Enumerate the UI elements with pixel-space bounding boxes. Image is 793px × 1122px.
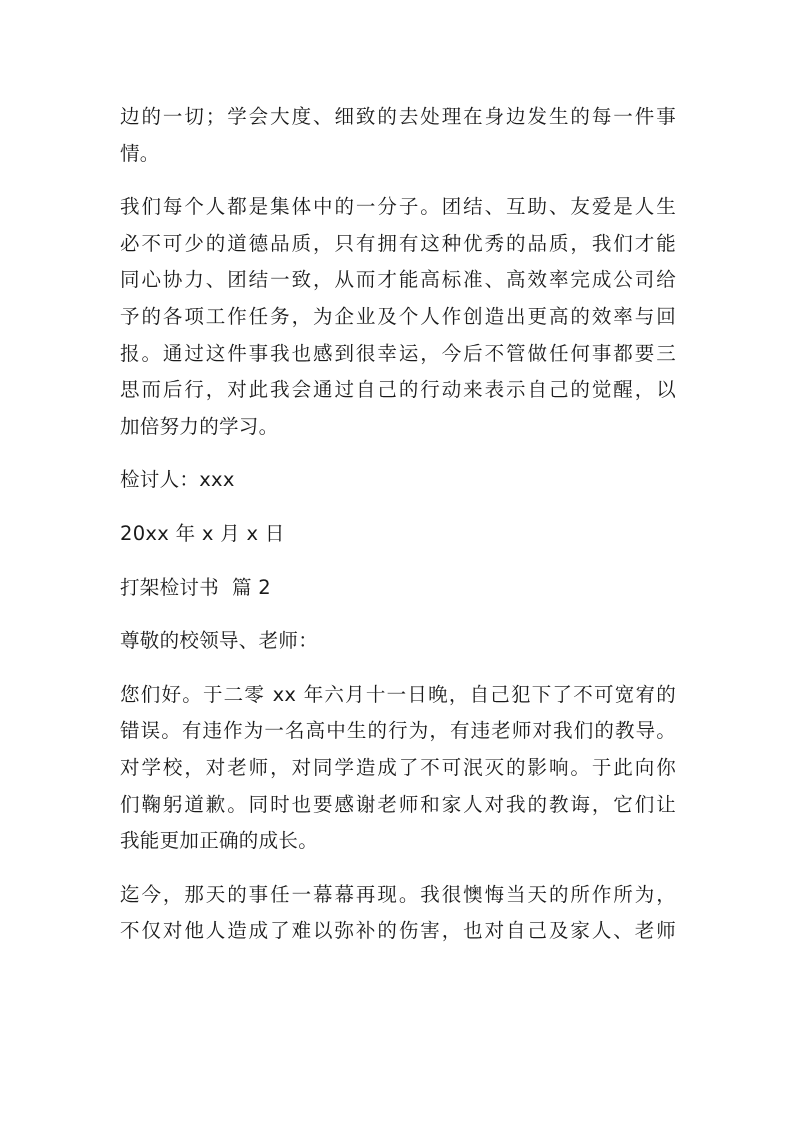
text-line: 思而后行，对此我会通过自己的行动来表示自己的觉醒，以 bbox=[120, 378, 676, 402]
text-line: 我能更加正确的成长。 bbox=[120, 829, 319, 853]
paragraph-apology bbox=[120, 677, 676, 860]
salutation bbox=[120, 623, 676, 660]
text-line: 不仅对他人造成了难以弥补的伤害，也对自己及家人、老师 bbox=[120, 919, 676, 943]
document-body bbox=[120, 99, 676, 950]
paragraph-closing-reflection bbox=[120, 99, 676, 172]
text-line: 迄今，那天的事任一幕幕再现。我很懊悔当天的所作所为， bbox=[120, 882, 676, 906]
text-line: 您们好。于二零 xx 年六月十一日晚，自己犯下了不可宽宥的 bbox=[120, 682, 676, 706]
text-line: 情。 bbox=[120, 141, 160, 165]
text-line: 错误。有违作为一名高中生的行为，有违老师对我们的教导。 bbox=[120, 719, 676, 743]
text-line: 检讨人：xxx bbox=[120, 468, 235, 492]
text-line: 同心协力、团结一致，从而才能高标准、高效率完成公司给 bbox=[120, 268, 676, 292]
text-line: 20xx 年 x 月 x 日 bbox=[120, 521, 285, 545]
text-line: 打架检讨书 篇 2 bbox=[120, 575, 272, 599]
text-line: 加倍努力的学习。 bbox=[120, 414, 279, 438]
paragraph-regret bbox=[120, 877, 676, 950]
signature-author bbox=[120, 462, 676, 499]
text-line: 必不可少的道德品质，只有拥有这种优秀的品质，我们才能 bbox=[120, 231, 676, 255]
text-line: 们鞠躬道歉。同时也要感谢老师和家人对我的教诲，它们让 bbox=[120, 792, 676, 816]
text-line: 予的各项工作任务，为企业及个人作创造出更高的效率与回 bbox=[120, 304, 676, 328]
text-line: 对学校，对老师，对同学造成了不可泯灭的影响。于此向你 bbox=[120, 755, 676, 779]
text-line: 报。通过这件事我也感到很幸运，今后不管做任何事都要三 bbox=[120, 341, 676, 365]
text-line: 边的一切；学会大度、细致的去处理在身边发生的每一件事 bbox=[120, 105, 676, 128]
text-line: 我们每个人都是集体中的一分子。团结、互助、友爱是人生 bbox=[120, 195, 676, 219]
text-line: 尊敬的校领导、老师： bbox=[120, 629, 319, 653]
signature-date bbox=[120, 516, 676, 553]
paragraph-teamwork bbox=[120, 189, 676, 445]
section-heading bbox=[120, 570, 676, 607]
